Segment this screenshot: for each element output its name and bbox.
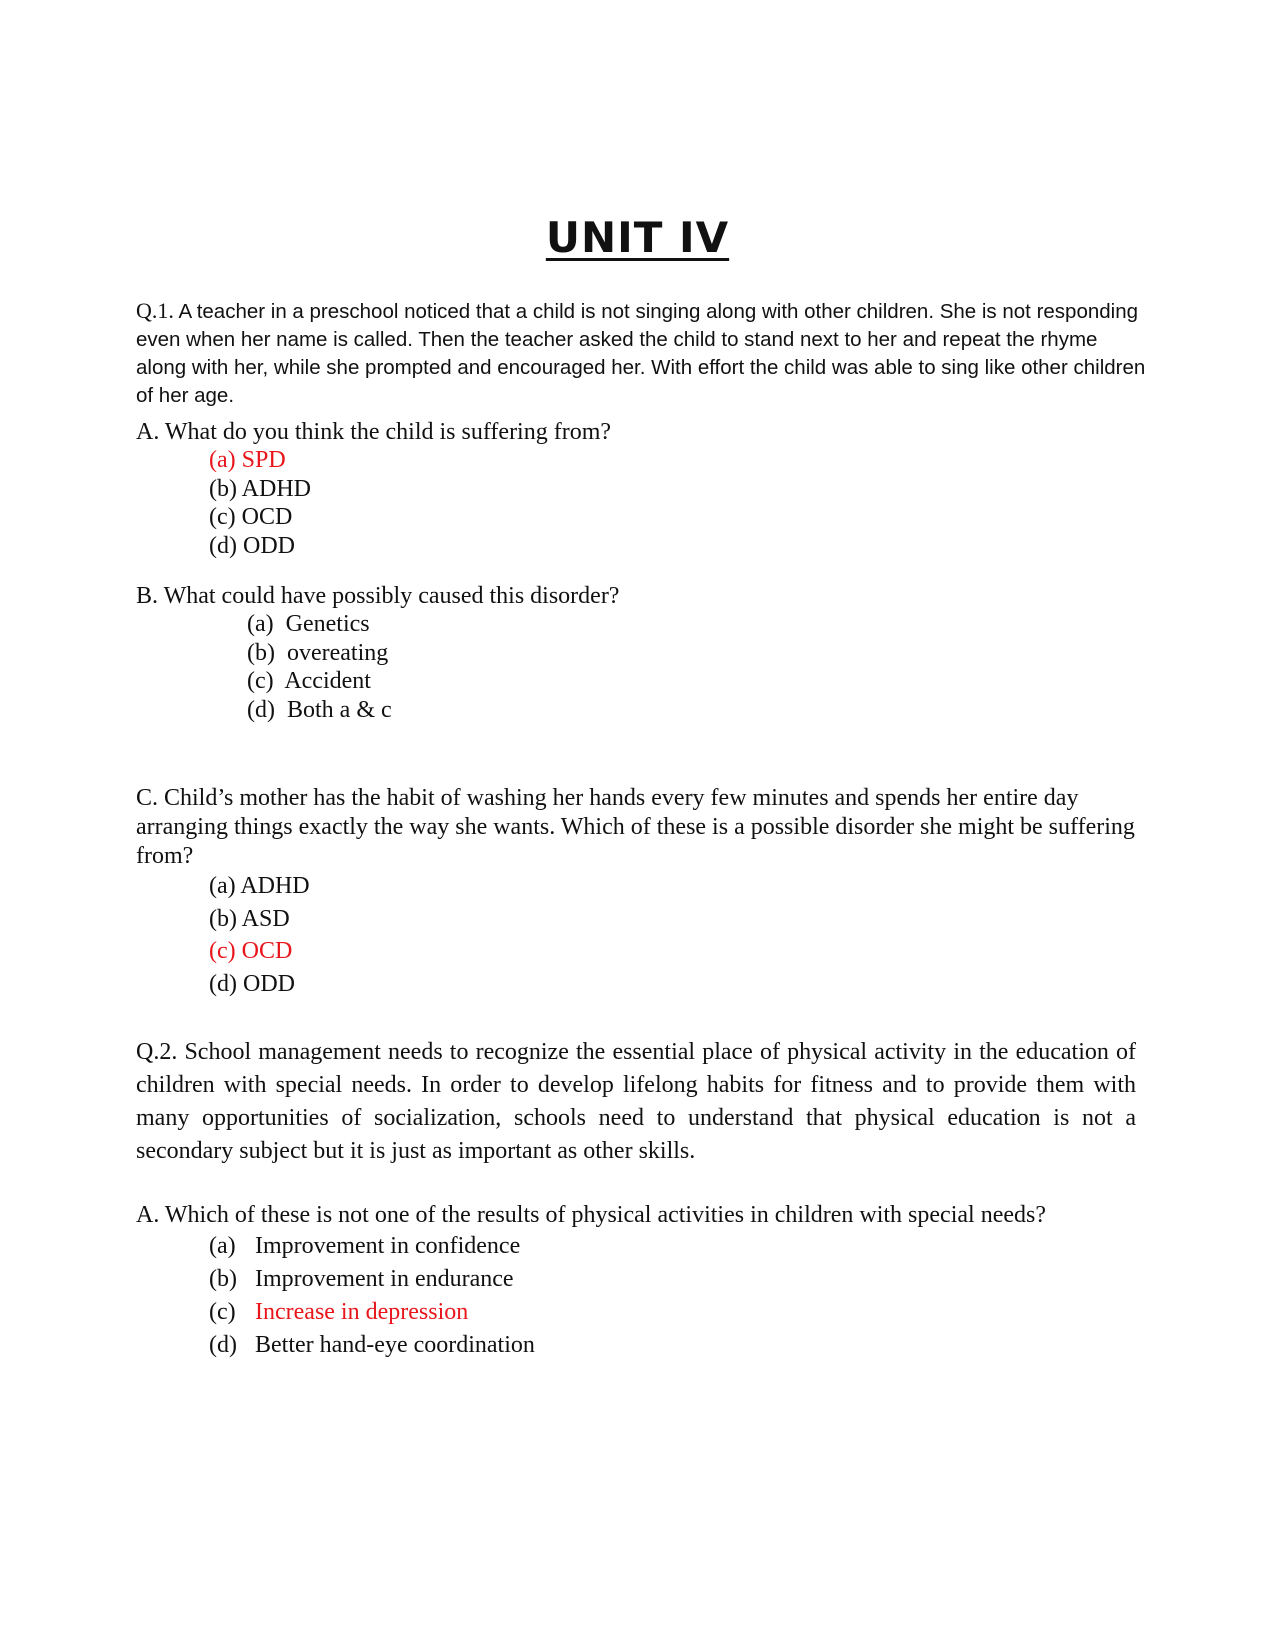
option-label: (b) [209,1266,237,1292]
q1-c-option-a: (a) ADHD [209,873,310,899]
title-text: UNIT IV [545,213,730,262]
option-label: (d) [209,1332,237,1358]
q1-a-option-a: (a) SPD [209,447,286,473]
q2-a-option-d [209,1329,535,1362]
q1-c-option-d: (d) ODD [209,970,295,997]
q1-a-option-d: (d) ODD [209,532,295,559]
q2-a-options [209,1230,535,1362]
q2-a-option-a [209,1230,535,1263]
q1-passage-text: A teacher in a preschool noticed that a child is not singing along with other children. She is not responding even when her name is called. Then the teacher asked the child to stand next to her and repeat the rhyme along with her, while she prompted and encouraged her. With effort the child was able to sing like other children of her age. [136,300,1146,407]
q2-passage: Q.2. School management needs to recognize the essential place of physical activity in the education of children with special needs. In order to develop lifelong habits for fitness and to provide them with many opportunities of socialization, schools need to understand that physical education is not a secondary subject but it is just as important as other skills. [136,1039,1136,1164]
q1-b-option-a: (a) Genetics [247,611,370,637]
q2-a-question: A. Which of these is not one of the results of physical activities in children with special needs? [136,1202,1046,1228]
option-text: Improvement in confidence [255,1233,521,1259]
q1-b-option-c: (c) Accident [247,668,371,694]
q1-passage [136,297,1146,410]
q1-b-option-d: (d) Both a & c [247,696,392,723]
q1-c-option-b: (b) ASD [209,905,290,932]
q1-a-option-c: (c) OCD [209,504,293,530]
q1-a-question: A. What do you think the child is suffering from? [136,419,612,445]
q1-number: Q.1. [136,298,174,323]
option-text: Better hand-eye coordination [255,1332,535,1358]
page-title [0,212,1275,264]
option-label: (c) [209,1299,236,1325]
q1-a-options [209,446,311,560]
q1-a-option-b: (b) ADHD [209,475,311,502]
q1-b-question: B. What could have possibly caused this disorder? [136,583,620,609]
q1-c-options [209,870,310,1000]
q1-c-question: C. Child’s mother has the habit of washing her hands every few minutes and spends her entire day arranging things exactly the way she wants. Which of these is a possible disorder she might be suffering from? [136,785,1135,869]
option-text: Increase in depression [255,1299,469,1325]
q2-a-option-b [209,1263,535,1296]
option-label: (a) [209,1233,236,1259]
q1-b-option-b: (b) overeating [247,639,389,666]
q2-a-option-c [209,1296,535,1329]
q1-c-option-c: (c) OCD [209,938,293,964]
option-text: Improvement in endurance [255,1266,514,1292]
q1-b-options [247,610,392,724]
